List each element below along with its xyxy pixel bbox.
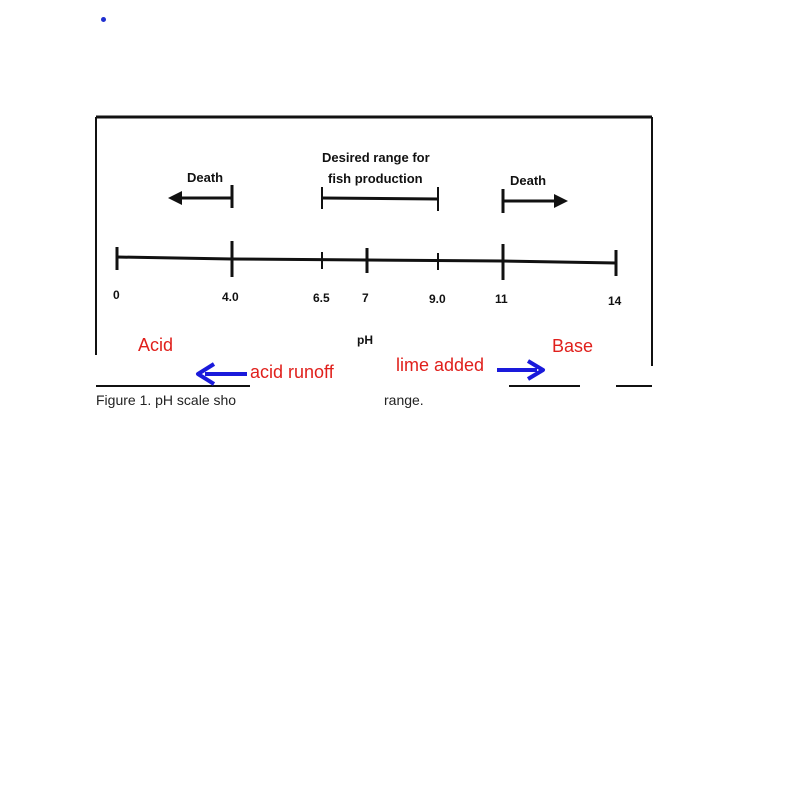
tick-label-7: 7	[362, 291, 369, 305]
figure-caption: Figure 1. pH scale sho	[96, 392, 237, 408]
tick-label-11: 11	[495, 292, 508, 306]
acid-label: Acid	[138, 335, 174, 355]
lime-added-label: lime added	[396, 355, 485, 375]
death-left-arrow-head	[168, 191, 182, 205]
desired-range-label-line1: Desired range for	[322, 150, 430, 165]
death-right-label: Death	[510, 173, 547, 188]
tick-label-14: 14	[608, 294, 622, 308]
death-left-label: Death	[187, 170, 224, 185]
base-label: Base	[552, 336, 594, 356]
desired-range-bar	[322, 198, 438, 199]
tick-label-9: 9.0	[429, 292, 446, 306]
desired-range-label-line2: fish production	[328, 171, 423, 186]
figure-caption-tail: range.	[384, 392, 424, 408]
axis-title-ph: pH	[357, 333, 373, 347]
acid-runoff-label: acid runoff	[250, 362, 334, 382]
tick-label-4: 4.0	[222, 290, 239, 304]
tick-label-0: 0	[113, 288, 120, 302]
death-right-arrow-head	[554, 194, 568, 208]
tick-label-6-5: 6.5	[313, 291, 330, 305]
